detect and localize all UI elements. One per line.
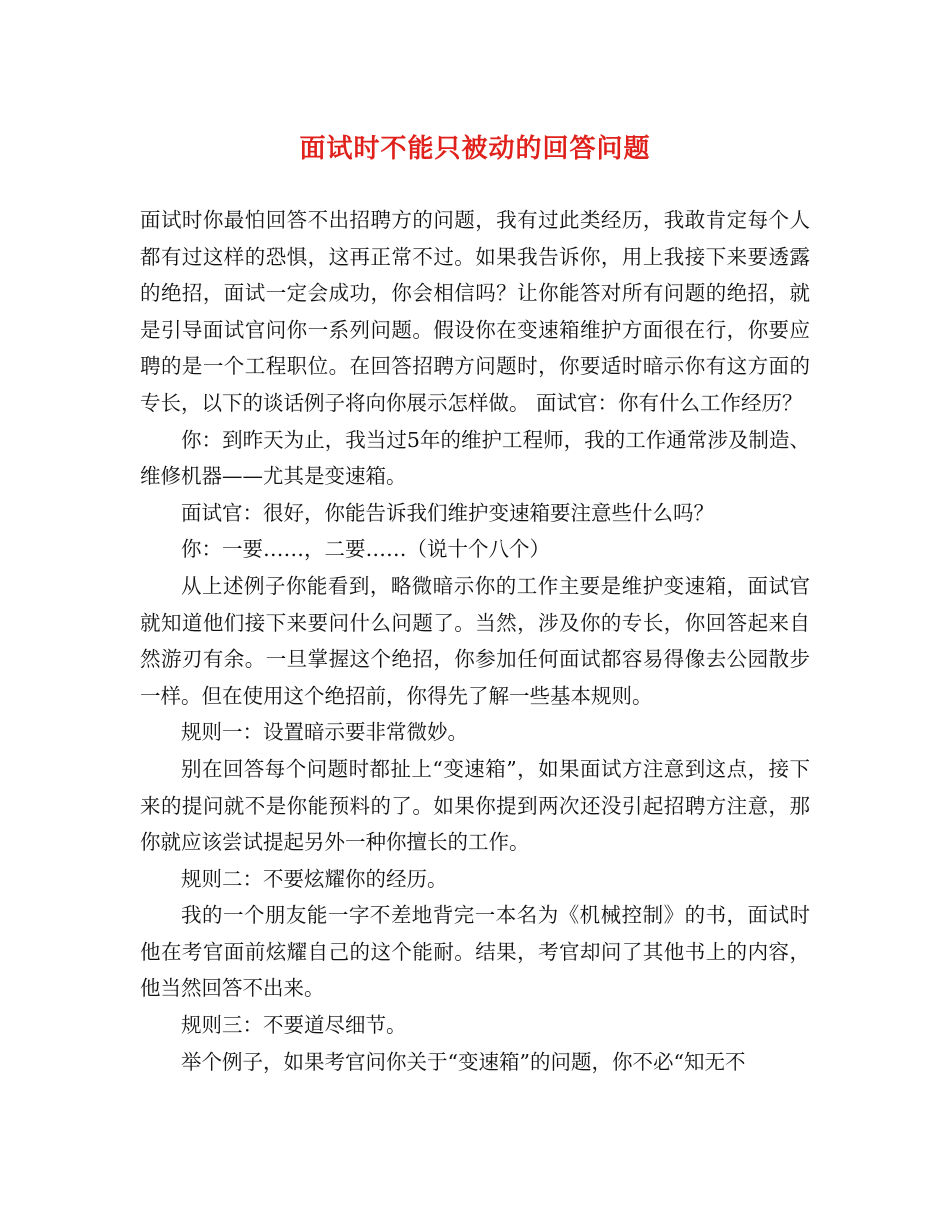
paragraph-example-analysis: 从上述例子你能看到，略微暗示你的工作主要是维护变速箱，面试官就知道他们接下来要问什么问题了。当然，涉及你的专长，你回答起来自然游刃有余。一旦掌握这个绝招，你参加任何面试都容易得像去公园散步一样。但在使用这个绝招前，你得先了解一些基本规则。 [140,573,810,708]
rule-two-heading: 规则二：不要炫耀你的经历。 [181,866,448,891]
paragraph-interviewer-question: 面试官：很好，你能告诉我们维护变速箱要注意些什么吗？ [181,500,714,525]
rule-three-body: 举个例子，如果考官问你关于“变速箱”的问题，你不必“知无不 [181,1049,746,1074]
rule-one-heading: 规则一：设置暗示要非常微妙。 [181,720,468,745]
paragraph-intro: 面试时你最怕回答不出招聘方的问题，我有过此类经历，我敢肯定每个人都有过这样的恐惧，这再正常不过。如果我告诉你，用上我接下来要透露的绝招，面试一定会成功，你会相信吗？让你能答对所有问题的绝招，就是引导面试官问你一系列问题。假设你在变速箱维护方面很在行，你要应聘的是一个工程职位。在回答招聘方问题时，你要适时暗示你有这方面的专长，以下的谈话例子将向你展示怎样做。 面试官：你有什么工作经历？ [140,208,810,415]
rule-three-heading: 规则三：不要道尽细节。 [181,1013,407,1038]
paragraph-answer-experience: 你：到昨天为止，我当过5年的维护工程师，我的工作通常涉及制造、维修机器——尤其是变速箱。 [140,427,810,489]
rule-two-body: 我的一个朋友能一字不差地背完一本名为《机械控制》的书，面试时他在考官面前炫耀自己的这个能耐。结果，考官却问了其他书上的内容，他当然回答不出来。 [140,903,810,1001]
paragraph-answer-list: 你：一要……，二要……（说十个八个） [181,537,550,562]
rule-one-body: 别在回答每个问题时都扯上“变速箱”，如果面试方注意到这点，接下来的提问就不是你能预料的了。如果你提到两次还没引起招聘方注意，那你就应该尝试提起另外一种你擅长的工作。 [140,756,810,855]
document-body [140,202,810,1080]
document-title: 面试时不能只被动的回答问题 [299,134,651,164]
